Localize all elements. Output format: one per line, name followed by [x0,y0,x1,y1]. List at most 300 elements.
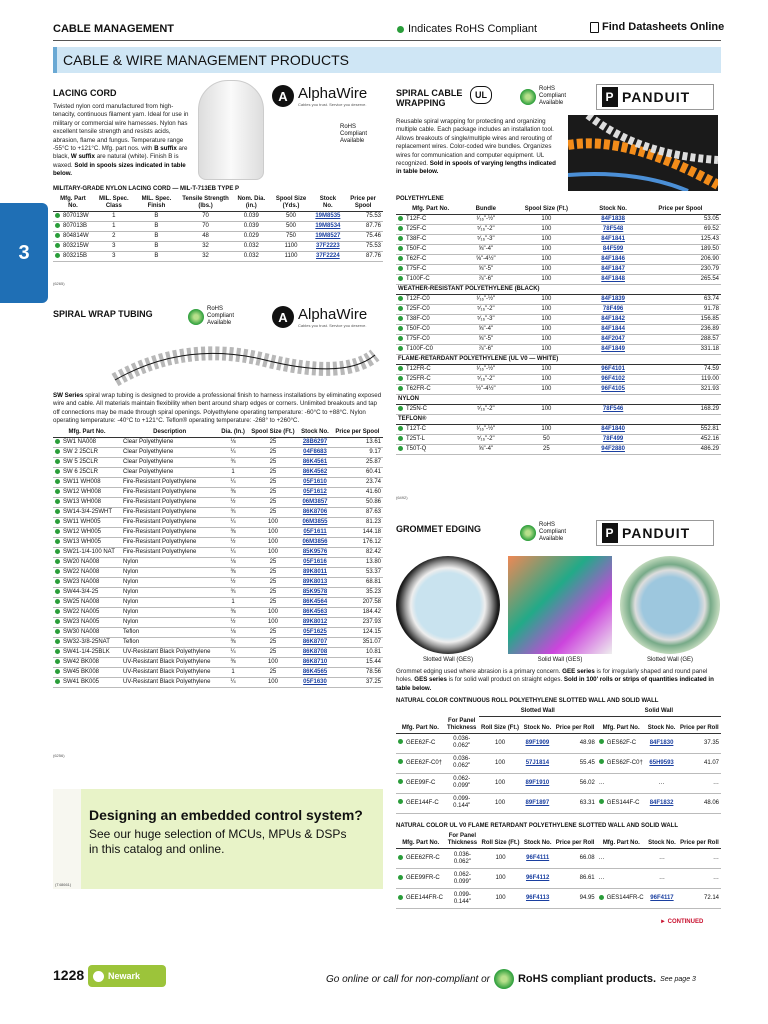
column-header: Stock No. [646,717,678,734]
table-cell: 100 [479,793,522,813]
table-cell: ½"-4½" [465,385,506,395]
table-cell: B [135,212,178,222]
table-row [53,478,383,488]
stock-number[interactable]: 37F2223 [312,242,343,252]
table-cell: 803215B [53,252,93,262]
rohs-dot-icon [55,223,60,228]
table-cell: 32 [178,242,233,252]
datasheet-icon [590,22,599,33]
rohs-dot-icon [55,253,60,258]
table-cell: SW 5 25CLR [53,458,121,468]
stock-number[interactable]: 89K8013 [298,578,332,588]
rohs-dot-icon [398,895,403,900]
table-cell: 0.099-0.144" [445,793,479,813]
rohs-dot-icon [55,509,60,514]
stock-number[interactable]: 84F1848 [586,275,640,285]
rohs-dot-icon [55,469,60,474]
rohs-dot-icon [55,439,60,444]
alphawire-logo [272,85,367,107]
table-cell: SW23 NA005 [53,618,121,628]
grommet-table-2 [396,832,721,909]
table-cell: ⁵⁄₁₆"-3" [465,235,506,245]
rohs-dot-icon [398,779,403,784]
table-cell: 100 [248,538,298,548]
table-cell: 37.35 [678,733,721,753]
table-cell: 500 [270,222,313,232]
table-cell: T12FR-C [396,365,465,375]
stock-number[interactable]: 89K8011 [298,568,332,578]
column-header: Mfg. Part No. [597,832,646,849]
rohs-dot-icon [398,316,403,321]
table-cell: ⁵⁄₁₆"-2" [465,435,506,445]
table-cell: 75.46 [343,232,383,242]
table-cell: 10.81 [332,648,383,658]
stock-number[interactable]: 37F2224 [312,252,343,262]
table-cell: 230.79 [640,265,721,275]
column-header: Stock No. [646,832,678,849]
table-cell: 87.76 [343,222,383,232]
group-header: NYLON [396,395,721,405]
embedded-ad[interactable] [53,789,383,889]
group-header-solid: Solid Wall [597,707,721,717]
stock-number[interactable]: 94F2880 [586,445,640,455]
table-cell: 25 [248,458,298,468]
table-cell: B [135,242,178,252]
table-cell: 100 [506,295,586,305]
table-cell: 69.52 [640,225,721,235]
footer-see-page: See page 3 [660,975,696,983]
stock-number[interactable]: 65H9593 [646,753,678,773]
table-cell: T25T-L [396,435,465,445]
table-cell: 25 [248,498,298,508]
table-cell: 23.74 [332,478,383,488]
table-cell: 50 [506,435,586,445]
table-cell: 91.78 [640,305,721,315]
table-cell: 25 [248,628,298,638]
stock-number[interactable]: 96F4105 [586,385,640,395]
table-cell: 176.12 [332,538,383,548]
column-header: Stock No. [522,832,554,849]
stock-number[interactable]: 84F1846 [586,255,640,265]
table-cell: 25 [248,448,298,458]
table-cell: 184.42 [332,608,383,618]
table-row [53,598,383,608]
rohs-dot-icon [55,639,60,644]
stock-number[interactable]: 05F1611 [298,528,332,538]
table-cell: ⅝"-4" [465,445,506,455]
table-cell: 288.57 [640,335,721,345]
table-cell: 25 [248,578,298,588]
table-row [396,315,721,325]
table-row [53,518,383,528]
table-cell: 41.07 [678,753,721,773]
table-cell: ⅞"-6" [465,275,506,285]
rohs-dot-icon [398,246,403,251]
table-cell: 552.81 [640,425,721,435]
stock-number[interactable]: 86K4562 [298,468,332,478]
stock-number[interactable]: 86K4564 [298,598,332,608]
table-cell: ¼ [218,548,247,558]
stock-number[interactable]: 86K4563 [298,608,332,618]
table-row [53,658,383,668]
table-cell: 63.31 [553,793,596,813]
table-cell: SW13 WH005 [53,538,121,548]
table-cell: 100 [506,425,586,435]
table-cell: T38F-C [396,235,465,245]
stock-number[interactable]: 89F1897 [521,793,553,813]
rohs-badge-text: RoHS Compliant Available [539,86,567,106]
stock-number[interactable]: 86K4561 [298,458,332,468]
table-cell: 25 [248,648,298,658]
table-cell: GEE62FR-C [396,849,445,869]
table-cell: 60.41 [332,468,383,478]
rohs-dot-icon [398,759,403,764]
column-header: Description [121,428,218,438]
table-row [53,568,383,578]
grommet-table1-title: NATURAL COLOR CONTINUOUS ROLL POLYETHYLENE SLOTTED WALL AND SOLID WALL [396,698,659,704]
table-cell: 74.59 [640,365,721,375]
stock-number[interactable]: 96F4111 [522,849,554,869]
spiral-cable-rohs-badge [520,86,575,107]
table-cell: SW1 NA008 [53,438,121,448]
grommet-solid-ges-image [508,556,612,654]
table-cell: SW12 WH008 [53,488,121,498]
table-cell: Fire-Resistant Polyethylene [121,548,218,558]
stock-number[interactable]: 84F1832 [646,793,678,813]
stock-number[interactable]: 96F4102 [586,375,640,385]
table-cell: 0.062-0.099" [445,773,479,793]
column-header: For Panel Thickness [445,717,479,734]
column-header: Roll Size (Ft.) [479,717,522,734]
stock-number[interactable]: 84F1839 [586,295,640,305]
table-cell: 1 [93,222,135,232]
table-cell: Nylon [121,578,218,588]
rohs-leaf-icon [520,525,536,541]
table-cell: 70 [178,222,233,232]
table-cell: 331.18 [640,345,721,355]
column-header: MIL. Spec. Class [93,195,135,212]
stock-number[interactable]: 05F1630 [298,678,332,688]
stock-number[interactable]: 86K8708 [298,648,332,658]
table-cell: 100 [506,365,586,375]
column-header: Mfg. Part No. [396,717,445,734]
table-cell: ⁵⁄₁₆"-2" [465,405,506,415]
table-cell: ¾ [218,458,247,468]
column-header: Price per Spool [640,205,721,215]
section-tab[interactable]: 3 [0,203,48,303]
rohs-dot-icon [55,599,60,604]
table-cell: Fire-Resistant Polyethylene [121,528,218,538]
column-header: Mfg. Part No. [396,832,445,849]
stock-number[interactable]: 96F4101 [586,365,640,375]
table-cell: 321.93 [640,385,721,395]
table-cell: ⅝"-5" [465,265,506,275]
stock-number[interactable]: 19M8535 [312,212,343,222]
stock-number[interactable]: 84F1838 [586,215,640,225]
stock-number[interactable]: 04F8683 [298,448,332,458]
stock-number[interactable]: 85K9578 [298,588,332,598]
column-header: Spool Size (Ft.) [506,205,586,215]
stock-number[interactable]: 78F499 [586,435,640,445]
table-cell: 78.56 [332,668,383,678]
lacing-description: Twisted nylon cord manufactured from high-tenacity, continuous filament yarn. Ideal for use in military or commercial wire harnesses. Nylon has excellent tensile strength and resists acids, abrasion, flame and fungus. Temperature range -55°C to +121°C. Mfg. part nos. with B suffix are black, W suffix are natural (white). Finish B is waxed. Sold in spools sizes indicated in table below. [53,103,189,178]
table-cell: T12T-C [396,425,465,435]
table-cell: Nylon [121,558,218,568]
find-datasheets-link[interactable] [590,21,724,33]
stock-number[interactable]: 05F1625 [298,628,332,638]
table-cell: Clear Polyethylene [121,438,218,448]
stock-number[interactable]: 84F1842 [586,315,640,325]
table-cell: T62F-C [396,255,465,265]
table-cell: 100 [479,753,522,773]
table-cell: 55.45 [553,753,596,773]
table-cell: T100F-C [396,275,465,285]
table-cell: 100 [506,325,586,335]
stock-number[interactable]: 06M3855 [298,518,332,528]
rohs-dot-icon [55,233,60,238]
table-row [396,435,721,445]
table-cell: GEE144F-C [396,793,445,813]
ad-subtext: See our huge selection of MCUs, MPUs & DSPs in this catalog and online. [89,827,347,856]
stock-number[interactable]: 84F2047 [586,335,640,345]
table-cell: 804814W [53,232,93,242]
table-row [396,215,721,225]
stock-number[interactable]: 19M8534 [312,222,343,232]
rohs-dot-icon [599,739,604,744]
continued-label: ► CONTINUED [660,919,704,925]
table-cell: SW 6 25CLR [53,468,121,478]
table-cell: SW21-1/4-100 NAT [53,548,121,558]
spiral-wrap-illustration [105,330,385,390]
stock-number[interactable]: 96F4112 [522,869,554,889]
column-header: Spool Size (Ft.) [248,428,298,438]
table-cell: 25 [506,445,586,455]
table-cell: 100 [248,678,298,688]
stock-number[interactable]: 84F1844 [586,325,640,335]
table-cell: 100 [506,315,586,325]
ad-bar [53,789,81,889]
table-row [396,335,721,345]
rohs-dot-icon [55,649,60,654]
rohs-dot-icon [55,559,60,564]
stock-number[interactable]: 78F548 [586,225,640,235]
rohs-dot-icon [55,519,60,524]
group-header-row [396,285,721,295]
table-cell: 750 [270,232,313,242]
section-header: CABLE MANAGEMENT [53,23,174,35]
stock-number[interactable]: 84F1847 [586,265,640,275]
column-header: Price per Roll [678,832,721,849]
lacing-cord-image [198,80,264,180]
stock-number[interactable]: 85K9576 [298,548,332,558]
stock-number[interactable]: 84F1849 [586,345,640,355]
stock-number[interactable]: 84F1840 [586,425,640,435]
table-row [53,242,383,252]
table-cell: 2 [93,232,135,242]
alphawire-icon: A [272,85,294,107]
rohs-dot-icon [398,426,403,431]
table-cell: 100 [506,235,586,245]
rohs-legend-text: Indicates RoHS Compliant [408,23,538,35]
table-cell: 81.23 [332,518,383,528]
rohs-dot-icon [55,589,60,594]
stock-number[interactable]: 84F599 [586,245,640,255]
table-cell: SW25 NA008 [53,598,121,608]
stock-number[interactable]: 86K8706 [298,508,332,518]
grommet-caption-3: Slotted Wall (GE) [646,657,694,663]
table-cell: 100 [479,849,521,869]
table-row [53,222,383,232]
rohs-dot-icon [55,569,60,574]
alphawire-icon: A [272,306,294,328]
table-cell: ¼ [218,448,247,458]
rohs-dot-icon [397,26,404,33]
spiral-cable-ref: (6492) [396,495,408,500]
table-cell: 0.039 [233,212,270,222]
stock-number[interactable]: 89F1910 [521,773,553,793]
table-cell: 1 [218,598,247,608]
stock-number[interactable]: 05F1616 [298,558,332,568]
rohs-dot-icon [398,386,403,391]
table-cell: SW45 BK008 [53,668,121,678]
stock-number[interactable]: 84F1841 [586,235,640,245]
table-cell: ¹⁄₁₆"-½" [465,215,506,225]
table-cell: Fire-Resistant Polyethylene [121,498,218,508]
page-number: 1228 [53,967,85,983]
table-cell: 100 [248,618,298,628]
table-row [53,458,383,468]
stock-number[interactable]: 06M3857 [298,498,332,508]
table-cell: ¼ [218,478,247,488]
table-row [53,252,383,262]
column-header: Mfg. Part No. [597,717,646,734]
table-cell: ½ [218,538,247,548]
stock-number[interactable]: 96F4113 [522,889,554,909]
rohs-dot-icon [55,499,60,504]
table-cell: GEE99FR-C [396,869,445,889]
table-cell: 1100 [270,242,313,252]
stock-number[interactable]: 78F496 [586,305,640,315]
table-cell: ⁵⁄₁₆"-3" [465,315,506,325]
table-cell: 32 [178,252,233,262]
stock-number[interactable]: 05F1610 [298,478,332,488]
stock-number[interactable]: 86K8710 [298,658,332,668]
rohs-badge-text: RoHS Compliant Available [340,124,368,144]
table-cell: Clear Polyethylene [121,458,218,468]
column-header: Mfg. Part No. [53,428,121,438]
table-cell: UV-Resistant Black Polyethylene [121,668,218,678]
stock-number[interactable]: 05F1612 [298,488,332,498]
table-cell: 9.17 [332,448,383,458]
rohs-leaf-icon [188,309,204,325]
stock-number[interactable]: 96F4117 [646,889,678,909]
stock-number[interactable]: 57J1814 [521,753,553,773]
table-cell: SW23 NA008 [53,578,121,588]
table-cell: 68.81 [332,578,383,588]
stock-number[interactable]: 84F1830 [646,733,678,753]
spiral-cable-table [396,205,721,455]
table-row [53,508,383,518]
rohs-badge [340,124,380,145]
table-cell: ⅝"-5" [465,335,506,345]
table-cell: SW20 NA008 [53,558,121,568]
column-header: Roll Size (Ft.) [479,832,521,849]
column-header: Price per Roll [554,832,597,849]
table-cell: 100 [506,385,586,395]
table-cell: ⁵⁄₁₆"-2" [465,305,506,315]
rohs-dot-icon [398,326,403,331]
table-cell: 100 [248,518,298,528]
table-row [396,245,721,255]
table-cell: GES62F-C0† [597,753,646,773]
newark-name: Newark [108,971,141,981]
stock-number[interactable]: 28B6297 [298,438,332,448]
column-header: For Panel Thickness [445,832,479,849]
table-cell: ⅜ [218,658,247,668]
rohs-dot-icon [398,256,403,261]
grommet-caption-2: Solid Wall (GES) [537,657,583,663]
rohs-dot-icon [398,446,403,451]
table-row [53,578,383,588]
rohs-dot-icon [55,549,60,554]
table-cell: GEE62F-C0† [396,753,445,773]
table-cell: 189.50 [640,245,721,255]
table-cell: 0.036-0.062" [445,849,479,869]
table-cell: 94.95 [554,889,597,909]
column-header: Price per Roll [553,717,596,734]
table-cell: 1 [218,468,247,478]
sc-group-0-title: POLYETHYLENE [396,196,444,202]
stock-number[interactable]: 06M3856 [298,538,332,548]
stock-number[interactable]: 86K4565 [298,668,332,678]
rohs-dot-icon [55,609,60,614]
stock-number[interactable]: 19M8527 [312,232,343,242]
table-cell: 807013W [53,212,93,222]
table-row [53,588,383,598]
table-row [396,445,721,455]
stock-number[interactable]: 86K8707 [298,638,332,648]
rohs-dot-icon [398,306,403,311]
table-cell: 37.25 [332,678,383,688]
table-cell: T25FR-C [396,375,465,385]
table-cell: B [135,252,178,262]
table-row [53,618,383,628]
table-cell: 0.099-0.144" [445,889,479,909]
rohs-dot-icon [398,739,403,744]
table-cell: T75F-C [396,265,465,275]
group-header: TEFLON® [396,415,721,425]
table-cell: 100 [506,375,586,385]
table-cell: ⁵⁄₁₆"-2" [465,225,506,235]
rohs-dot-icon [55,489,60,494]
table-cell: 82.42 [332,548,383,558]
stock-number[interactable]: 89F1909 [521,733,553,753]
page-title: CABLE & WIRE MANAGEMENT PRODUCTS [53,47,721,73]
table-cell: 807013B [53,222,93,232]
stock-number[interactable]: 78F546 [586,405,640,415]
table-cell: Fire-Resistant Polyethylene [121,518,218,528]
column-header: MIL. Spec. Finish [135,195,178,212]
table-cell: 87.63 [332,508,383,518]
table-cell: SW11 WH008 [53,478,121,488]
table-cell: 25.87 [332,458,383,468]
table-cell: UV-Resistant Black Polyethylene [121,648,218,658]
table-cell: Nylon [121,568,218,578]
table-cell: SW11 WH005 [53,518,121,528]
stock-number[interactable]: 89K8012 [298,618,332,628]
table-cell: 72.14 [678,889,721,909]
table-cell: … [646,773,678,793]
